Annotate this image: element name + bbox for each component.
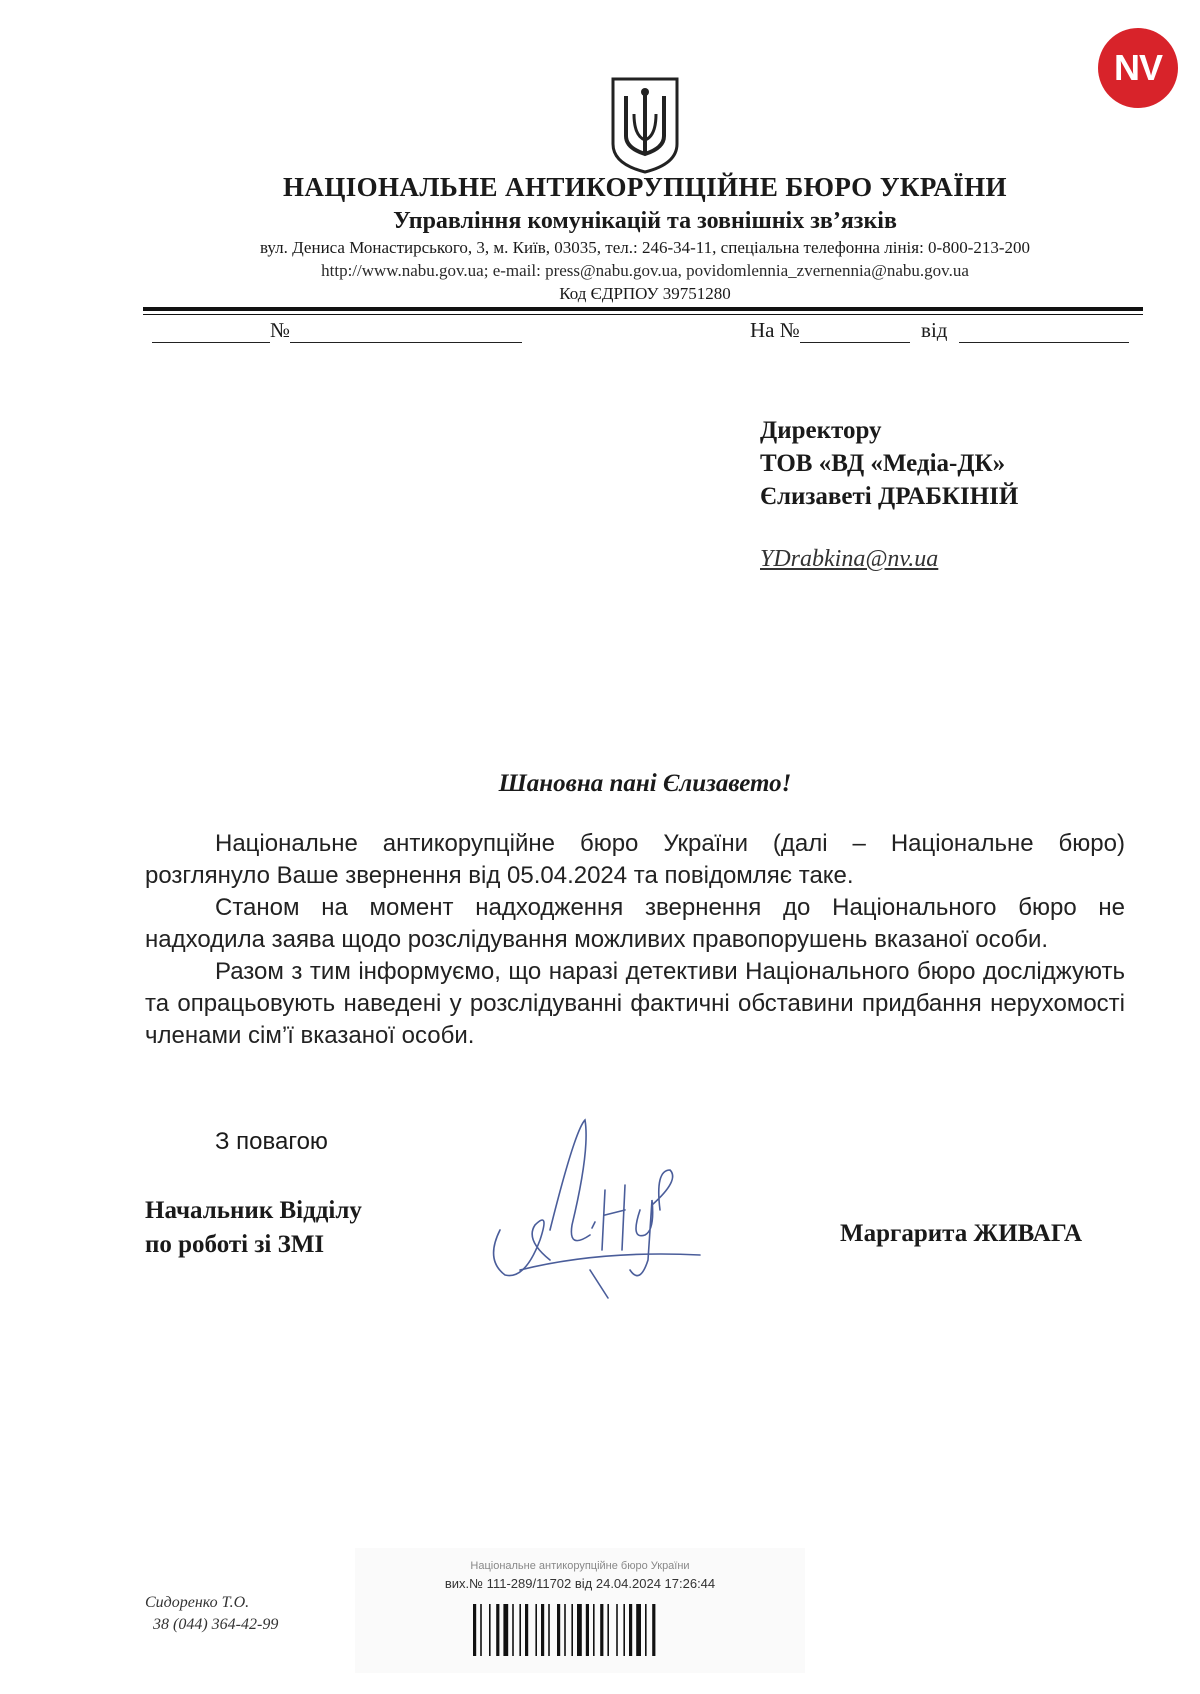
addressee-email: YDrabkina@nv.ua [760,546,939,572]
outgoing-number-blank [290,322,522,343]
stamp-organization: Національне антикорупційне бюро України [470,1560,690,1572]
signer-name: Маргарита ЖИВАГА [840,1220,1083,1247]
executor-phone: 38 (044) 364-42-99 [153,1616,279,1633]
letter-body [145,828,1125,1052]
coat-of-arms-icon [608,74,682,174]
signatory-position [145,1194,362,1262]
header-divider-thin [143,314,1143,315]
in-reply-date-blank [959,322,1129,343]
body-paragraph-3: Разом з тим інформуємо, що наразі детективи Національного бюро досліджують та опрацьовують наведені у розслідуванні фактичні обставини придбання нерухомості членами сім’ї вказаної особи. [145,958,1125,1049]
number-sign: № [270,318,291,342]
in-reply-number-blank [800,322,910,343]
regards: З повагою [215,1128,328,1155]
addressee-name: Єлизаветі ДРАБКІНІЙ [760,483,1019,510]
addressee-block [760,414,1018,513]
position-line-1: Начальник Відділу [145,1197,362,1224]
edrpou-code: Код ЄДРПОУ 39751280 [559,284,731,303]
addressee-company: ТОВ «ВД «Медіа-ДК» [760,450,1006,477]
barcode-icon [473,1604,683,1656]
body-paragraph-2: Станом на момент надходження звернення до Національного бюро не надходила заява щодо розслідування можливих правопорушень вказаної особи. [145,894,1125,953]
executor-info [145,1592,278,1636]
outgoing-reference [152,318,522,343]
incoming-reference [750,318,1129,343]
header-divider-thick [143,307,1143,311]
department-name: Управління комунікацій та зовнішніх зв’язків [393,208,897,234]
nv-logo-text: NV [1113,47,1162,88]
stamp-outgoing-number: вих.№ 111-289/11702 від 24.04.2024 17:26:44 [444,1576,716,1591]
executor-name: Сидоренко Т.О. [145,1594,250,1611]
organization-name: НАЦІОНАЛЬНЕ АНТИКОРУПЦІЙНЕ БЮРО УКРАЇНИ [283,172,1007,202]
greeting: Шановна пані Єлизавето! [498,770,792,797]
from-label: від [921,318,948,342]
in-reply-label: На № [750,318,800,342]
body-paragraph-1: Національне антикорупційне бюро України (далі – Національне бюро) розглянуло Ваше звернення від 05.04.2024 та повідомляє таке. [145,830,1125,889]
addressee-title: Директору [760,417,882,444]
web-email-line: http://www.nabu.gov.ua; e-mail: press@nabu.gov.ua, povidomlennia_zvernennia@nabu.gov.ua [321,261,969,280]
position-line-2: по роботі зі ЗМІ [145,1231,325,1258]
nv-logo-badge [1098,28,1178,108]
address-line: вул. Дениса Монастирського, 3, м. Київ, 03035, тел.: 246-34-11, спеціальна телефонна лінія: 0-800-213-200 [259,238,1031,257]
handwritten-signature [480,1110,710,1300]
outgoing-date-blank [152,322,270,343]
registration-stamp [355,1548,805,1673]
